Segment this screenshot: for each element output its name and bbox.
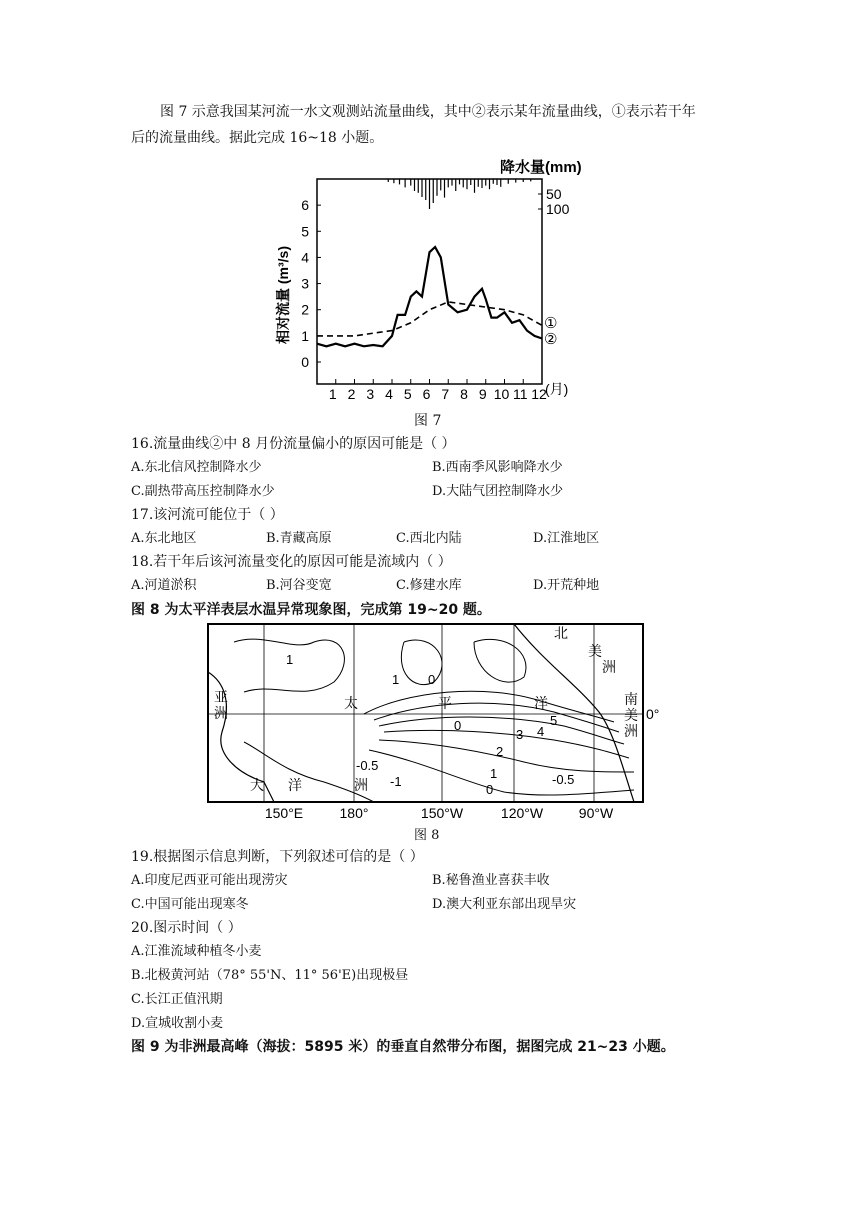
q20-option-a: A.江淮流域种植冬小麦 <box>131 944 262 959</box>
lon-label: 150°W <box>420 805 464 821</box>
lon-label: 90°W <box>578 805 614 821</box>
lon-labels <box>265 805 614 821</box>
intro-line-2: 后的流量曲线。据此完成 16~18 小题。 <box>131 130 384 146</box>
x-tick-label: 6 <box>422 386 431 402</box>
figure-9-intro: 图 9 为非洲最高峰（海拔：5895 米）的垂直自然带分布图，据图完成 21~23 小题。 <box>131 1039 675 1055</box>
region-label: 大 <box>250 777 264 793</box>
x-tick-label: 12 <box>531 386 547 402</box>
q19-option-a: A.印度尼西亚可能出现涝灾 <box>131 873 288 888</box>
region-label: 洲 <box>602 659 616 675</box>
q17-option-a: A.东北地区 <box>131 531 197 546</box>
region-label: 洲 <box>354 777 368 793</box>
x-tick-label: 3 <box>366 386 375 402</box>
contour-label: -0.5 <box>552 772 575 787</box>
q18-option-c: C.修建水库 <box>396 578 462 593</box>
q18-option-a: A.河道淤积 <box>131 578 197 593</box>
region-label: 洲 <box>214 705 228 721</box>
precip-tick-label: 50 <box>546 186 562 202</box>
lon-label: 180° <box>339 805 369 821</box>
q20-option-b: B.北极黄河站（78° 55'N、11° 56'E)出现极昼 <box>131 968 409 983</box>
question-17: 17.该河流可能位于（ ） <box>131 507 284 523</box>
x-tick-label: 7 <box>441 386 450 402</box>
x-tick-label: 2 <box>347 386 356 402</box>
region-label: 洋 <box>288 777 302 793</box>
map-frame <box>208 624 643 802</box>
precip-label: 降水量(mm) <box>500 159 582 176</box>
q16-option-c: C.副热带高压控制降水少 <box>131 484 275 499</box>
contour-label: 0 <box>486 782 494 797</box>
y-axis-label: 相对流量 (m³/s) <box>275 246 291 344</box>
curve-label-1: ① <box>544 315 558 332</box>
region-label: 美 <box>588 643 602 659</box>
contour-label: 3 <box>516 727 524 742</box>
figure-8-map <box>204 622 674 822</box>
y-tick-label: 2 <box>301 301 309 318</box>
contour-label: 0 <box>428 672 436 687</box>
series-line-2 <box>317 247 542 346</box>
region-label: 亚 <box>214 689 228 705</box>
region-label: 美 <box>624 707 638 723</box>
x-unit-label: (月) <box>545 381 569 397</box>
region-label: 北 <box>554 625 568 641</box>
q16-option-a: A.东北信风控制降水少 <box>131 460 262 475</box>
x-tick-label: 5 <box>403 386 412 402</box>
q17-option-d: D.江淮地区 <box>533 531 600 546</box>
figure-8-caption: 图 8 <box>414 828 440 843</box>
contour-label: 5 <box>550 713 558 728</box>
figure-8-intro: 图 8 为太平洋表层水温异常现象图，完成第 19~20 题。 <box>131 602 491 618</box>
x-tick-label: 11 <box>512 386 528 402</box>
q17-option-b: B.青藏高原 <box>266 531 332 546</box>
curve-label-2: ② <box>544 331 558 348</box>
question-16: 16.流量曲线②中 8 月份流量偏小的原因可能是（ ） <box>131 436 456 452</box>
lon-label: 150°E <box>264 805 304 821</box>
contour-label: 2 <box>496 744 504 759</box>
contour-label: 4 <box>537 724 545 739</box>
contour-label: -1 <box>390 774 402 789</box>
contour-label: 1 <box>490 766 498 781</box>
y-tick-label: 5 <box>301 223 309 240</box>
y-tick-label: 6 <box>301 197 309 214</box>
q18-option-b: B.河谷变宽 <box>266 578 332 593</box>
q16-option-b: B.西南季风影响降水少 <box>432 460 563 475</box>
figure-7-chart <box>270 150 600 410</box>
lon-label: 120°W <box>500 805 544 821</box>
x-tick-label: 1 <box>328 386 337 402</box>
contour-label: 1 <box>392 672 400 687</box>
q17-option-c: C.西北内陆 <box>396 531 462 546</box>
x-tick-label: 9 <box>478 386 487 402</box>
x-tick-label: 10 <box>493 386 510 402</box>
contour-label: 1 <box>286 652 294 667</box>
region-label: 洲 <box>624 723 638 739</box>
question-19: 19.根据图示信息判断，下列叙述可信的是（ ） <box>131 849 424 865</box>
region-label: 太 <box>344 695 358 711</box>
intro-line-1: 图 7 示意我国某河流一水文观测站流量曲线，其中②表示某年流量曲线，①表示若干年 <box>160 104 696 120</box>
q19-option-c: C.中国可能出现寒冬 <box>131 897 249 912</box>
y-tick-label: 3 <box>301 275 309 292</box>
figure-7-caption: 图 7 <box>414 413 442 429</box>
region-label: 平 <box>438 695 452 711</box>
plot-frame <box>317 179 542 384</box>
x-tick-label: 4 <box>385 386 393 402</box>
y-tick-label: 0 <box>301 354 309 370</box>
question-18: 18.若干年后该河流量变化的原因可能是流域内（ ） <box>131 554 452 570</box>
q16-option-d: D.大陆气团控制降水少 <box>432 484 564 499</box>
lat-label-equator: 0° <box>646 706 660 722</box>
contour-label: -0.5 <box>356 758 379 773</box>
q19-option-b: B.秘鲁渔业喜获丰收 <box>432 873 550 888</box>
q20-option-d: D.宣城收割小麦 <box>131 1016 224 1031</box>
x-tick-label: 8 <box>460 386 468 402</box>
question-20: 20.图示时间（ ） <box>131 920 242 936</box>
y-tick-label: 4 <box>301 249 309 266</box>
region-label: 洋 <box>534 695 548 711</box>
region-label: 南 <box>624 691 638 707</box>
contour-label: 0 <box>454 718 462 733</box>
y-tick-label: 1 <box>301 327 309 344</box>
q18-option-d: D.开荒种地 <box>533 578 600 593</box>
q20-option-c: C.长江正值汛期 <box>131 992 223 1007</box>
q19-option-d: D.澳大利亚东部出现旱灾 <box>432 897 577 912</box>
precip-tick-label: 100 <box>546 201 570 217</box>
